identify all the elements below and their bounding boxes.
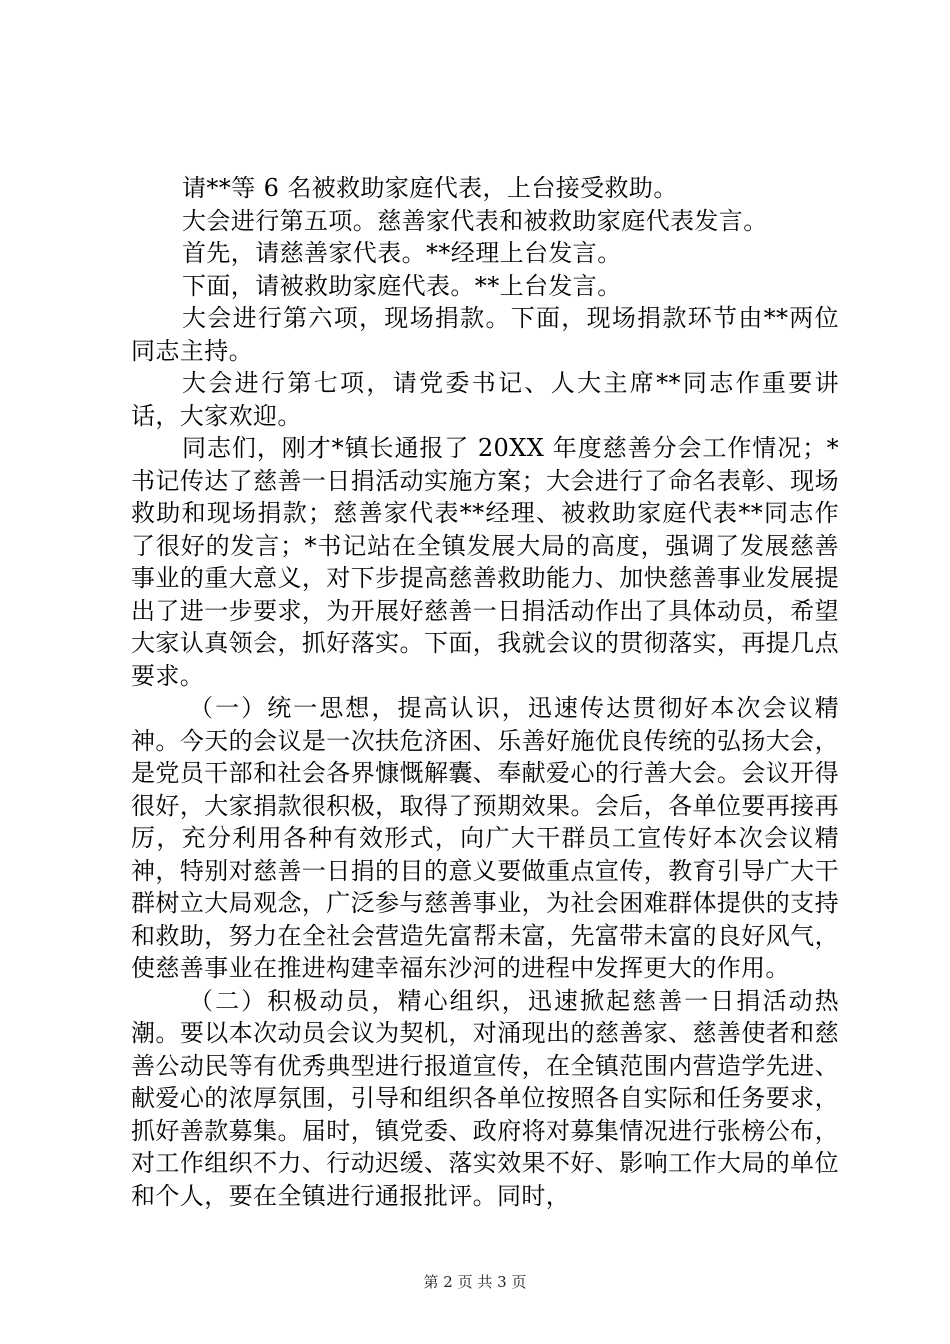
- paragraph: 大会进行第五项。慈善家代表和被救助家庭代表发言。: [182, 206, 768, 235]
- paragraph: 大会进行第六项，现场捐款。下面，现场捐款环节由**两位同志主持。: [131, 304, 839, 365]
- paragraph: 同志们，刚才*镇长通报了 20XX 年度慈善分会工作情况；*书记传达了慈善一日捐活动实施方案；大会进行了命名表彰、现场救助和现场捐款；慈善家代表**经理、被救助家庭代表**同志作了很好的发言；*书记站在全镇发展大局的高度，强调了发展慈善事业的重大意义，对下步提高慈善救助能力、加快慈善事业发展提出了进一步要求，为开展好慈善一日捐活动作出了具体动员，希望大家认真领会，抓好落实。下面，我就会议的贯彻落实，再提几点要求。: [131, 434, 839, 690]
- paragraph: 首先，请慈善家代表。**经理上台发言。: [182, 239, 622, 267]
- paragraph: （一）统一思想，提高认识，迅速传达贯彻好本次会议精神。今天的会议是一次扶危济困、乐善好施优良传统的弘扬大会，是党员干部和社会各界慷慨解囊、奉献爱心的行善大会。会议开得很好，大家捐款很积极，取得了预期效果。会后，各单位要再接再厉，充分利用各种有效形式，向广大干群员工宣传好本次会议精神，特别对慈善一日捐的目的意义要做重点宣传，教育引导广大干群树立大局观念，广泛参与慈善事业，为社会困难群体提供的支持和救助，努力在全社会营造先富帮未富，先富带未富的良好风气，使慈善事业在推进构建幸福东沙河的进程中发挥更大的作用。: [131, 694, 839, 982]
- paragraph: 下面，请被救助家庭代表。**上台发言。: [182, 271, 622, 300]
- paragraph: 请**等 6 名被救助家庭代表，上台接受救助。: [182, 174, 678, 202]
- page-footer: 第 2 页 共 3 页: [423, 1273, 527, 1291]
- paragraph: （二）积极动员，精心组织，迅速掀起慈善一日捐活动热潮。要以本次动员会议为契机，对涌现出的慈善家、慈善使者和慈善公动民等有优秀典型进行报道宣传，在全镇范围内营造学先进、献爱心的浓厚氛围，引导和组织各单位按照各自实际和任务要求，抓好善款募集。届时，镇党委、政府将对募集情况进行张榜公布，对工作组织不力、行动迟缓、落实效果不好、影响工作大局的单位和个人，要在全镇进行通报批评。同时，: [131, 986, 839, 1210]
- document-body: [131, 172, 839, 1212]
- paragraph: 大会进行第七项，请党委书记、人大主席**同志作重要讲话，大家欢迎。: [131, 369, 839, 430]
